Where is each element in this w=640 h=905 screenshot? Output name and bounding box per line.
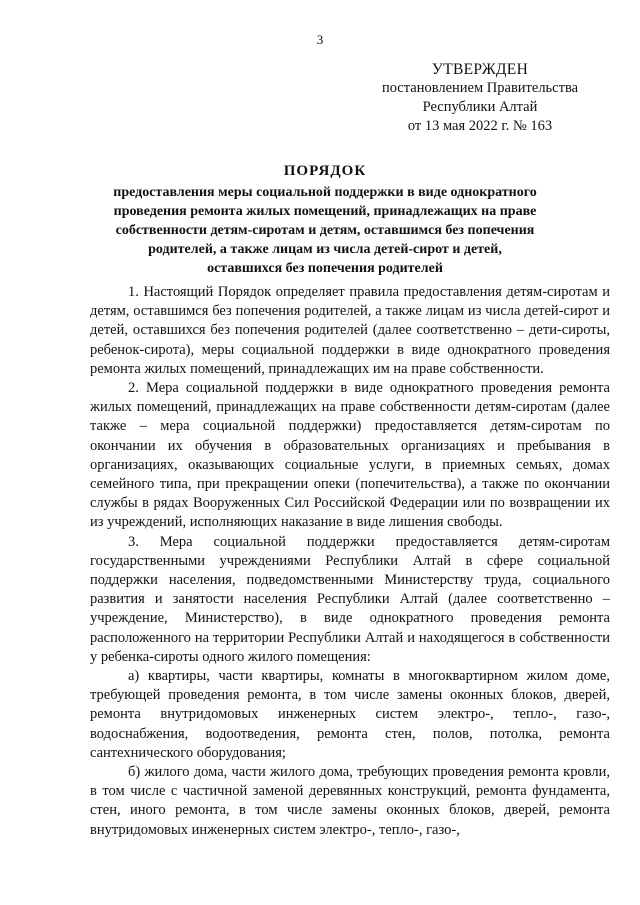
- approval-line-3: от 13 мая 2022 г. № 163: [407, 118, 553, 134]
- paragraph-3a: а) квартиры, части квартиры, комнаты в многоквартирном жилом доме, требующей проведения ремонта, в том числе замены оконных блоков, дверей, ремонта внутридомовых инженерных систем электро-, тепло-, газо-, водоснабжения, водоотведения, ремонта стен, полов, потолка, ремонта сантехнического оборудования;: [90, 668, 610, 761]
- approval-block: [360, 60, 600, 136]
- approval-heading: УТВЕРЖДЕН: [431, 61, 529, 78]
- paragraph-2: 2. Мера социальной поддержки в виде однократного проведения ремонта жилых помещений, принадлежащих на праве собственности детям-сиротам (далее также – мера социальной поддержки) предоставляется детям-сиротам по окончании их обучения в образовательных организациях и пребывания в организациях, оказывающих социальные услуги, в приемных семьях, домах семейного типа, при прекращении опеки (попечительства), а также по окончании службы в рядах Вооруженных Сил Российской Федерации или по возвращении их из учреждений, исполняющих наказание в виде лишения свободы.: [90, 380, 610, 531]
- approval-line-1: постановлением Правительства: [381, 80, 579, 96]
- paragraph-3b: б) жилого дома, части жилого дома, требующих проведения ремонта кровли, в том числе с частичной заменой деревянных конструкций, ремонта фундамента, стен, иного ремонта, в том числе замены оконных блоков, дверей, ремонта внутридомовых инженерных систем электро-, тепло-, газо-,: [90, 764, 610, 838]
- paragraph-1: 1. Настоящий Порядок определяет правила предоставления детям-сиротам и детям, оставшимся без попечения родителей, а также лицам из числа детей-сирот и детей, оставшихся без попечения родителей (далее соответственно – дети-сироты, ребенок-сирота), меры социальной поддержки в виде однократного проведения ремонта жилых помещений, принадлежащих им на праве собственности.: [90, 284, 610, 377]
- document-body: [90, 283, 610, 840]
- approval-line-2: Республики Алтай: [422, 99, 538, 115]
- paragraph-3: 3. Мера социальной поддержки предоставляется детям-сиротам государственными учреждениями Республики Алтай в сфере социальной поддержки населения, подведомственными Министерству труда, социального развития и занятости населения Республики Алтай (далее соответственно – учреждение, Министерство), в виде однократного проведения ремонта расположенного на территории Республики Алтай и находящегося в собственности у ребенка-сироты одного жилого помещения:: [90, 533, 610, 665]
- document-title: ПОРЯДОК: [283, 163, 367, 179]
- page-number: 3: [316, 32, 324, 47]
- document-subtitle: предоставления меры социальной поддержки в виде однократного проведения ремонта жилых помещений, принадлежащих на праве собственности детям-сиротам и детям, оставшимся без попечения родителей, а также лицам из числа детей-сирот и детей, оставшихся без попечения родителей: [113, 185, 537, 276]
